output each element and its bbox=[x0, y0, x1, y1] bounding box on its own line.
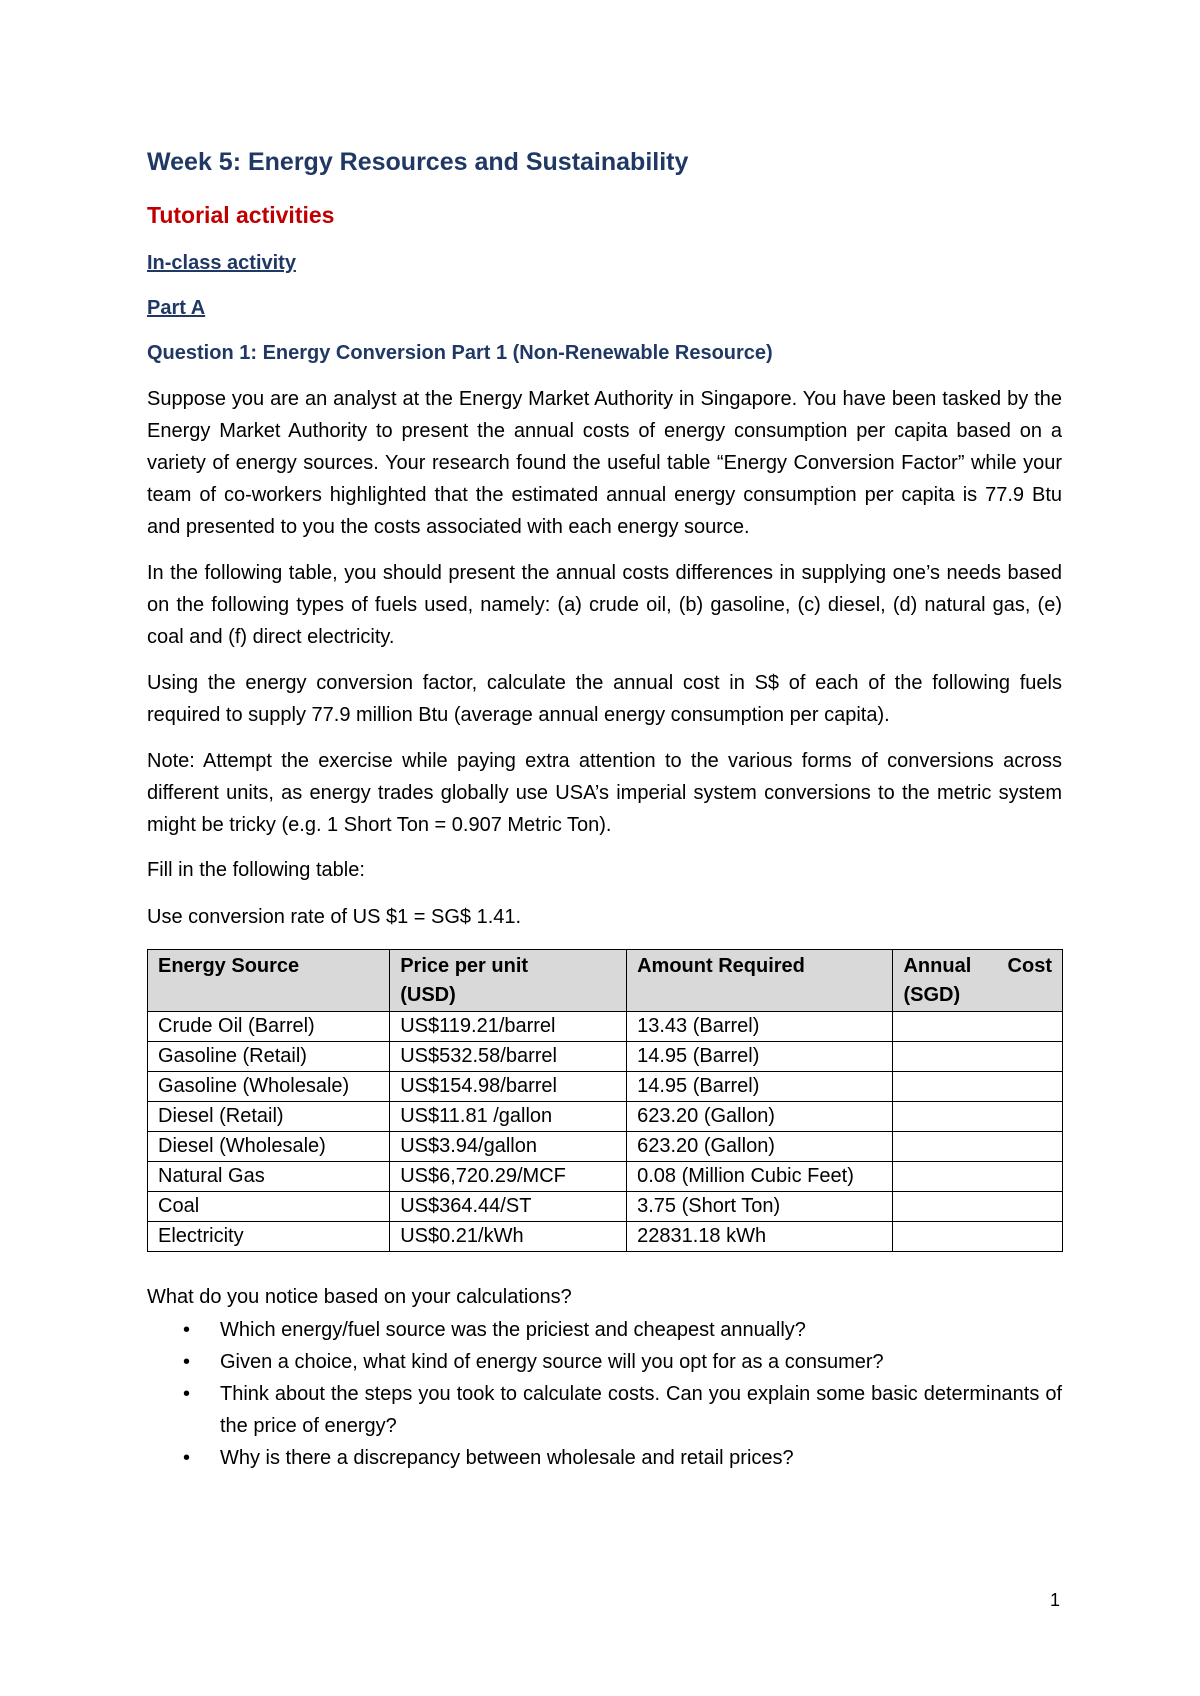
cell-amount: 14.95 (Barrel) bbox=[627, 1042, 893, 1072]
table-row bbox=[148, 1012, 1063, 1042]
list-item-text: Why is there a discrepancy between wholesale and retail prices? bbox=[220, 1447, 794, 1469]
cell-annual-cost[interactable] bbox=[893, 1222, 1063, 1252]
calc-instruction-paragraph: Using the energy conversion factor, calculate the annual cost in S$ of each of the following fuels required to supply 77.9 million Btu (average annual energy consumption per capita). bbox=[147, 672, 1062, 726]
tutorial-title: Tutorial activities bbox=[147, 202, 335, 228]
cell-price: US$0.21/kWh bbox=[390, 1222, 627, 1252]
list-item-text: Which energy/fuel source was the priciest and cheapest annually? bbox=[220, 1319, 806, 1341]
document-page bbox=[147, 146, 1062, 1474]
cell-source: Diesel (Retail) bbox=[148, 1102, 390, 1132]
cell-price: US$119.21/barrel bbox=[390, 1012, 627, 1042]
list-item-text: Think about the steps you took to calculate costs. Can you explain some basic determinants of the price of energy? bbox=[220, 1383, 1062, 1437]
cell-amount: 14.95 (Barrel) bbox=[627, 1072, 893, 1102]
table-instruction-paragraph: In the following table, you should present the annual costs differences in supplying one’s needs based on the following types of fuels used, namely: (a) crude oil, (b) gasoline, (c) diesel, (d) natural gas, (e) coal and (f) direct electricity. bbox=[147, 562, 1062, 648]
header-energy-source: Energy Source bbox=[148, 950, 390, 1012]
cell-amount: 623.20 (Gallon) bbox=[627, 1102, 893, 1132]
cell-price: US$532.58/barrel bbox=[390, 1042, 627, 1072]
table-row bbox=[148, 1102, 1063, 1132]
page-number: 1 bbox=[1050, 1590, 1061, 1610]
cell-price: US$3.94/gallon bbox=[390, 1132, 627, 1162]
week-title: Week 5: Energy Resources and Sustainability bbox=[147, 148, 689, 176]
cell-source: Gasoline (Retail) bbox=[148, 1042, 390, 1072]
header-price-line1: Price per unit bbox=[400, 955, 529, 977]
cell-annual-cost[interactable] bbox=[893, 1102, 1063, 1132]
list-item-text: Given a choice, what kind of energy source will you opt for as a consumer? bbox=[220, 1351, 884, 1373]
bullet-icon: • bbox=[183, 1351, 191, 1373]
cell-amount: 623.20 (Gallon) bbox=[627, 1132, 893, 1162]
cell-amount: 0.08 (Million Cubic Feet) bbox=[627, 1162, 893, 1192]
conversion-rate-text: Use conversion rate of US $1 = SG$ 1.41. bbox=[147, 906, 522, 928]
note-paragraph: Note: Attempt the exercise while paying extra attention to the various forms of conversions across different units, as energy trades globally use USA’s imperial system conversions to the metric system might be tricky (e.g. 1 Short Ton = 0.907 Metric Ton). bbox=[147, 750, 1062, 836]
table-row bbox=[148, 1132, 1063, 1162]
cell-annual-cost[interactable] bbox=[893, 1072, 1063, 1102]
table-row bbox=[148, 1192, 1063, 1222]
intro-paragraph: Suppose you are an analyst at the Energy Market Authority in Singapore. You have been tasked by the Energy Market Authority to present the annual costs of energy consumption per capita based on a variety of energy sources. Your research found the useful table “Energy Conversion Factor” while your team of co-workers highlighted that the estimated annual energy consumption per capita is 77.9 Btu and presented to you the costs associated with each energy source. bbox=[147, 388, 1062, 538]
list-item bbox=[183, 1346, 1062, 1378]
header-amount-required: Amount Required bbox=[627, 950, 893, 1012]
inclass-heading: In-class activity bbox=[147, 252, 296, 274]
table-row bbox=[148, 1042, 1063, 1072]
cell-source: Coal bbox=[148, 1192, 390, 1222]
cell-source: Natural Gas bbox=[148, 1162, 390, 1192]
cell-amount: 3.75 (Short Ton) bbox=[627, 1192, 893, 1222]
followup-question-list bbox=[147, 1314, 1062, 1474]
table-row bbox=[148, 1222, 1063, 1252]
fill-in-text: Fill in the following table: bbox=[147, 859, 365, 881]
bullet-icon: • bbox=[183, 1319, 191, 1341]
cell-source: Diesel (Wholesale) bbox=[148, 1132, 390, 1162]
bullet-icon: • bbox=[183, 1447, 191, 1469]
header-annual-word: Annual bbox=[903, 955, 972, 977]
header-price-line2: (USD) bbox=[400, 984, 456, 1006]
followup-lead: What do you notice based on your calculations? bbox=[147, 1286, 572, 1308]
cell-price: US$154.98/barrel bbox=[390, 1072, 627, 1102]
bullet-icon: • bbox=[183, 1383, 191, 1405]
cell-source: Electricity bbox=[148, 1222, 390, 1252]
cell-source: Crude Oil (Barrel) bbox=[148, 1012, 390, 1042]
cell-amount: 13.43 (Barrel) bbox=[627, 1012, 893, 1042]
table-row bbox=[148, 1162, 1063, 1192]
header-annual-line2: (SGD) bbox=[903, 984, 961, 1006]
list-item bbox=[183, 1314, 1062, 1346]
cell-annual-cost[interactable] bbox=[893, 1192, 1063, 1222]
cell-price: US$364.44/ST bbox=[390, 1192, 627, 1222]
energy-cost-table bbox=[147, 949, 1063, 1252]
question-title: Question 1: Energy Conversion Part 1 (Non-Renewable Resource) bbox=[147, 342, 773, 364]
header-cost-word: Cost bbox=[1007, 955, 1052, 977]
list-item bbox=[183, 1378, 1062, 1442]
list-item bbox=[183, 1442, 1062, 1474]
cell-annual-cost[interactable] bbox=[893, 1162, 1063, 1192]
cell-annual-cost[interactable] bbox=[893, 1012, 1063, 1042]
table-header-row bbox=[148, 950, 1063, 1012]
cell-source: Gasoline (Wholesale) bbox=[148, 1072, 390, 1102]
header-annual-cost bbox=[893, 950, 1063, 1012]
cell-price: US$11.81 /gallon bbox=[390, 1102, 627, 1132]
header-annual-line1 bbox=[903, 952, 1052, 981]
header-price-per-unit bbox=[390, 950, 627, 1012]
part-heading: Part A bbox=[147, 297, 206, 319]
cell-amount: 22831.18 kWh bbox=[627, 1222, 893, 1252]
cell-annual-cost[interactable] bbox=[893, 1042, 1063, 1072]
cell-annual-cost[interactable] bbox=[893, 1132, 1063, 1162]
table-row bbox=[148, 1072, 1063, 1102]
cell-price: US$6,720.29/MCF bbox=[390, 1162, 627, 1192]
